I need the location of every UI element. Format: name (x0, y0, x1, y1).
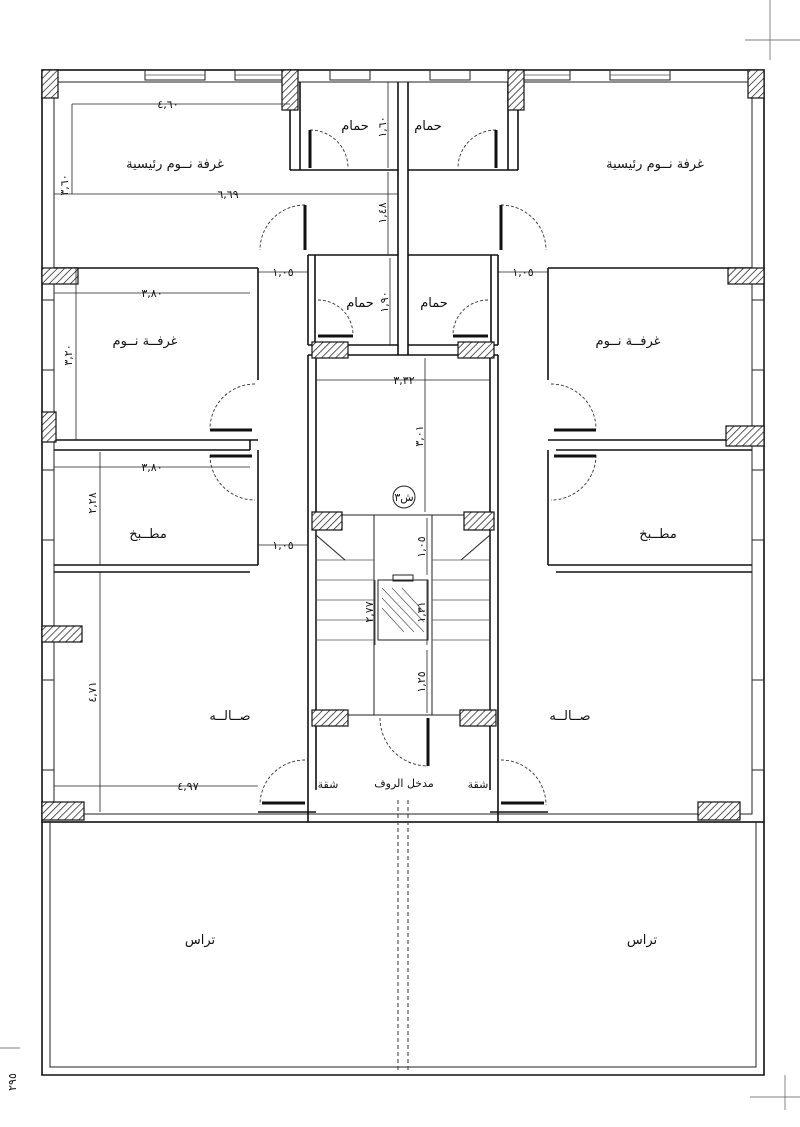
dim-301: ٣,٠١ (413, 425, 426, 447)
dim-471: ٤,٧١ (86, 681, 99, 703)
dim-131: ١,٣١ (415, 601, 428, 623)
bath-top-left-label: حمام (341, 119, 369, 134)
dim-105-stair: ١,٠٥ (415, 536, 428, 558)
apartment-door-right-label: شقة (467, 778, 489, 791)
dim-148: ١,٤٨ (376, 202, 389, 224)
bath-mid-right-label: حمام (420, 296, 448, 311)
bedroom-left-label: غرفــة نــوم (112, 334, 178, 349)
dim-320: ٣,٢٠ (62, 344, 75, 366)
dim-105-right: ١,٠٥ (512, 266, 534, 279)
windows-top (145, 70, 670, 80)
dim-160: ١,٦٠ (376, 116, 389, 138)
dim-380-mid: ٣,٨٠ (141, 461, 163, 474)
interior-walls-right (408, 82, 752, 572)
terrace-left-label: تراس (184, 933, 216, 948)
page-number: ٢٩٥ (6, 1073, 19, 1091)
bedroom-right-label: غرفــة نــوم (595, 334, 661, 349)
dim-669: ٦,٦٩ (217, 188, 239, 201)
shaft-mark-label: ش٣ (394, 491, 414, 504)
dim-380-top: ٣,٨٠ (141, 287, 163, 300)
dim-277: ٢,٧٧ (363, 601, 376, 623)
kitchen-right-label: مطــبخ (639, 527, 677, 542)
dimension-lines (54, 82, 548, 812)
dim-228: ٢,٢٨ (86, 492, 99, 514)
interior-walls-left (54, 82, 398, 572)
bath-mid-left-label: حمام (346, 296, 374, 311)
dim-360: ٣,٦٠ (58, 174, 71, 196)
columns (42, 70, 764, 820)
terrace-right-label: تراس (626, 933, 658, 948)
hall-left-label: صــالــه (209, 709, 251, 724)
bath-top-right-label: حمام (414, 119, 442, 134)
master-bedroom-right-label: غرفة نــوم رئيسية (606, 157, 704, 172)
dim-460: ٤,٦٠ (157, 98, 179, 111)
dim-497: ٤,٩٧ (177, 780, 199, 793)
master-bedroom-left-label: غرفة نــوم رئيسية (126, 157, 224, 172)
kitchen-left-label: مطــبخ (129, 527, 167, 542)
roof-entrance-label: مدخل الروف (374, 777, 434, 790)
doors (210, 130, 596, 805)
dim-332: ٣,٣٢ (393, 374, 415, 387)
outer-walls (42, 70, 764, 822)
hall-right-label: صــالــه (549, 709, 591, 724)
stair-core (316, 515, 490, 715)
core-walls (258, 82, 548, 822)
dim-125: ١,٢٥ (415, 671, 428, 693)
dim-190: ١,٩٠ (378, 291, 391, 313)
dim-105-kitchen: ١,٠٥ (272, 539, 294, 552)
dim-105-left: ١,٠٥ (272, 266, 294, 279)
apartment-door-left-label: شقة (317, 778, 339, 791)
